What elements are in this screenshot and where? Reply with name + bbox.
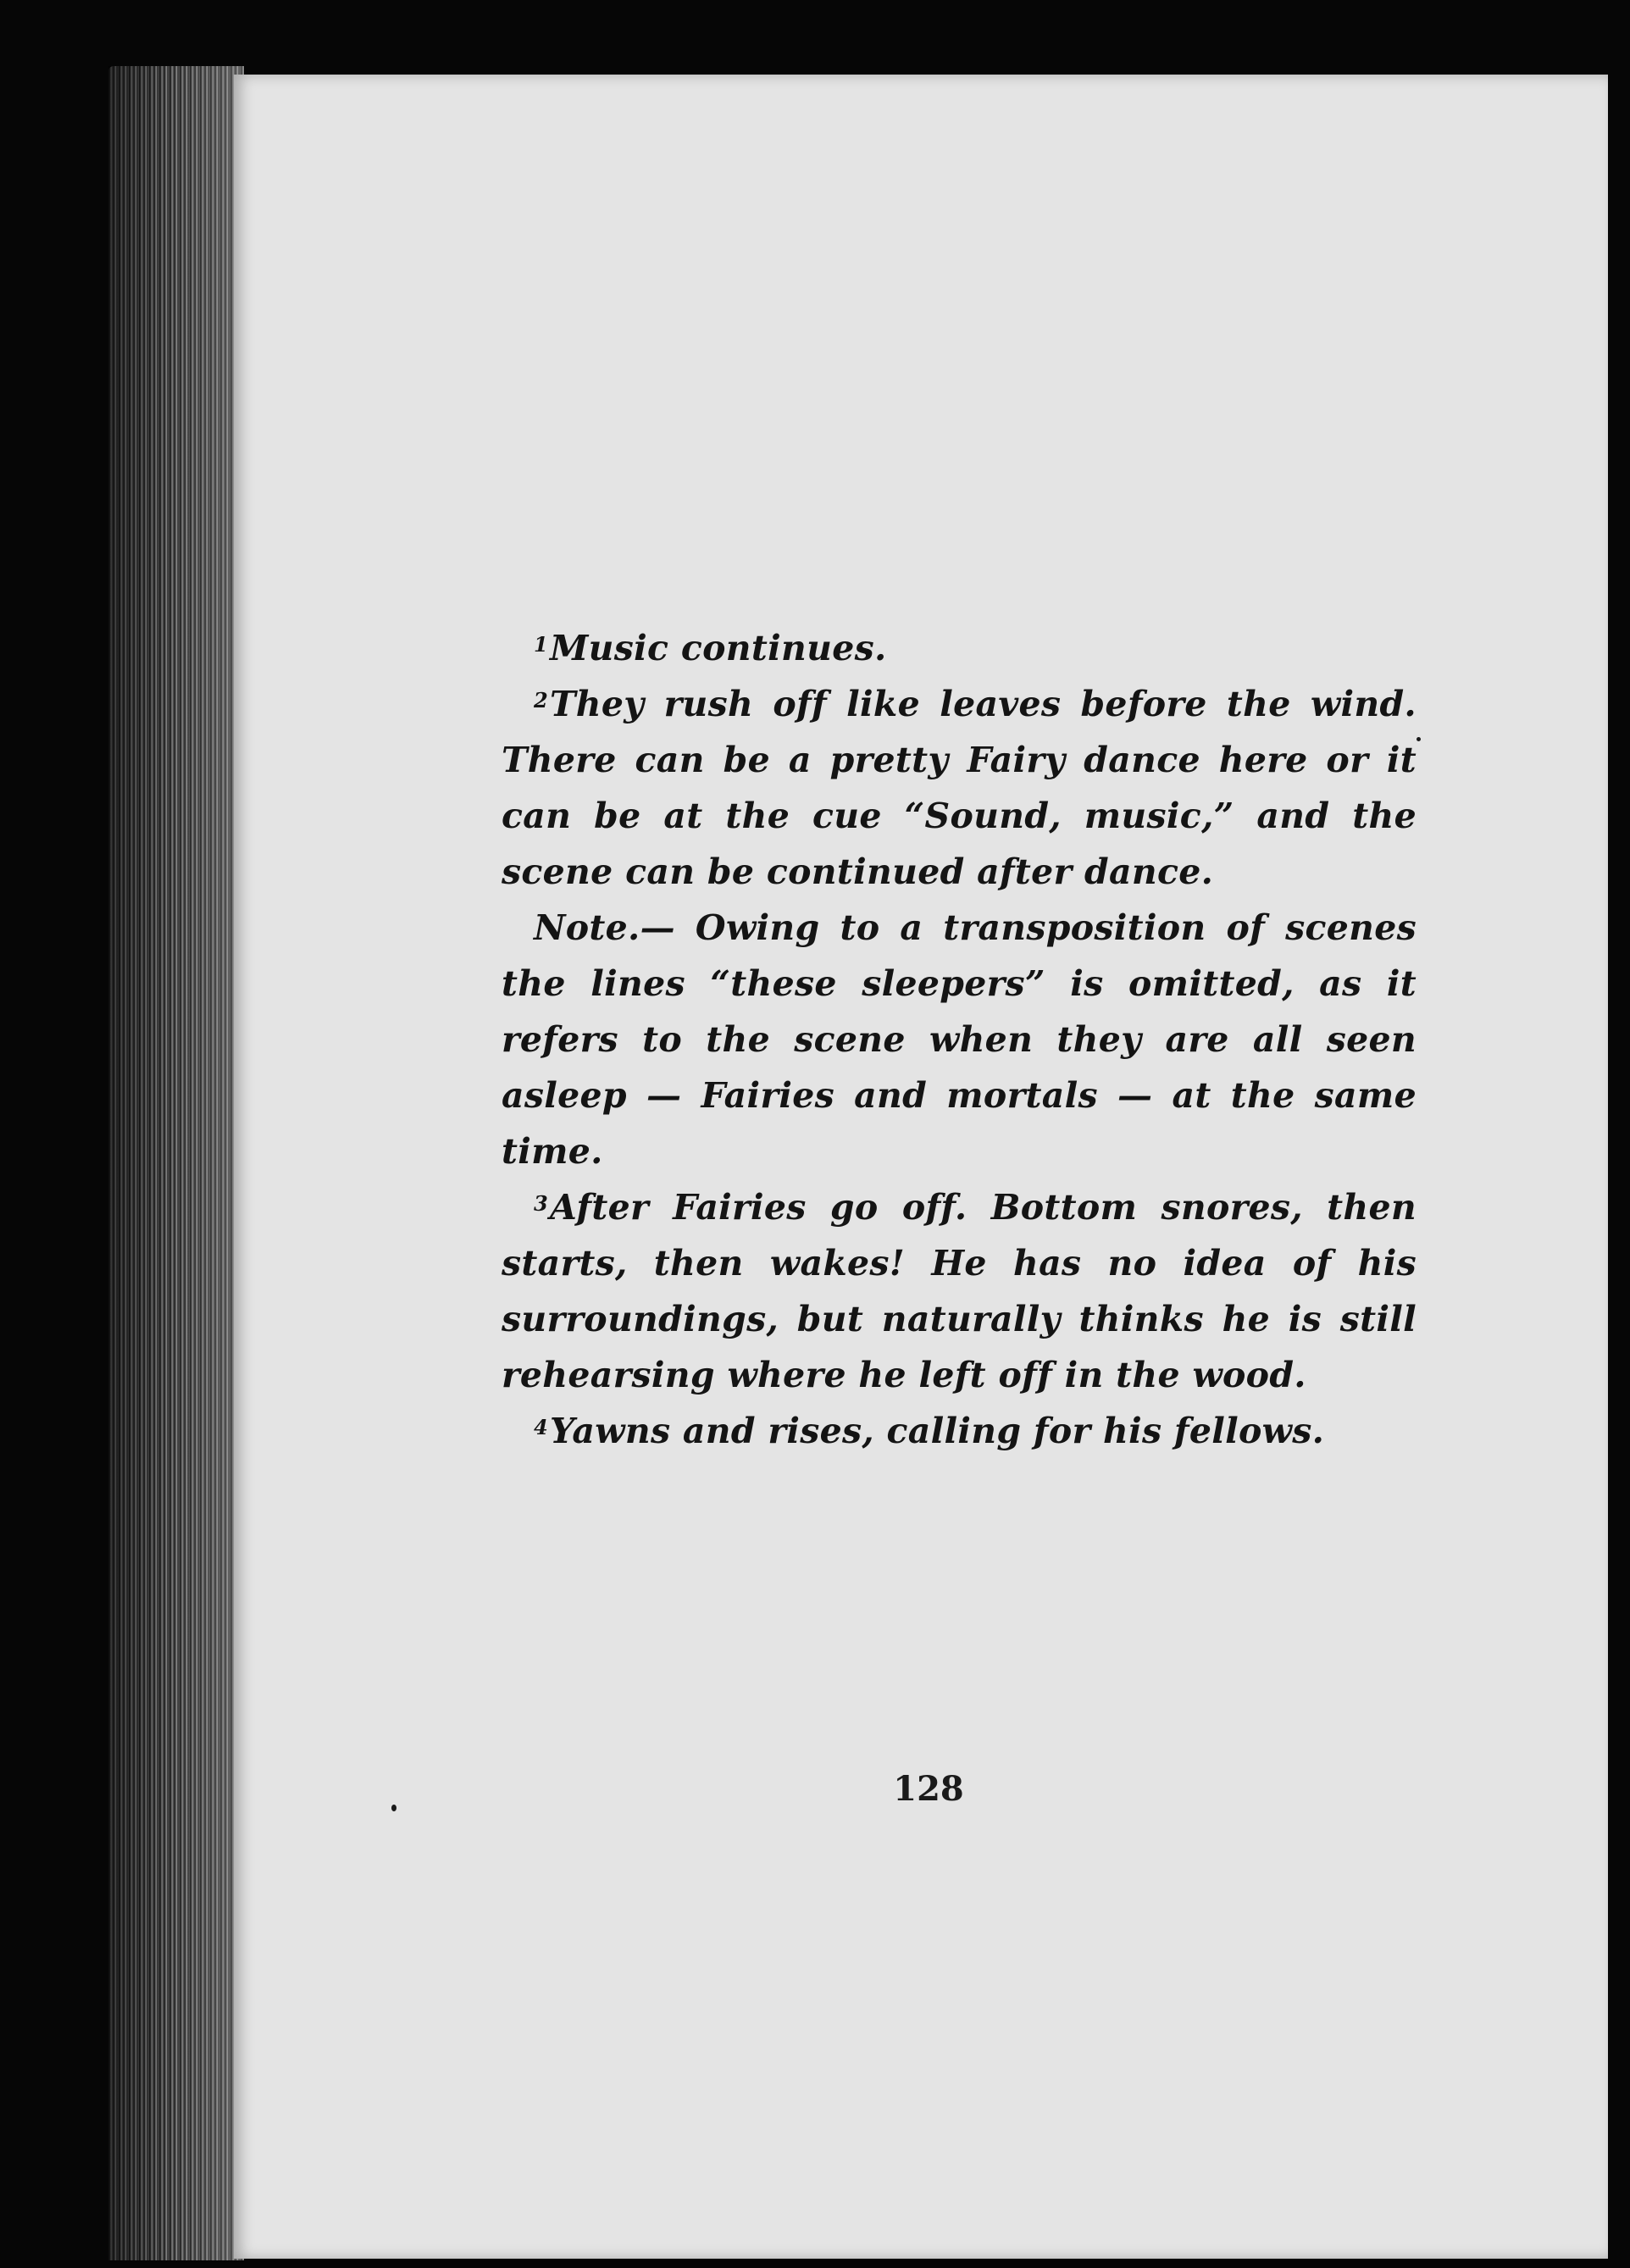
note-transposition <box>502 900 1417 1179</box>
note-4 <box>502 1403 1417 1459</box>
note-text: Yawns and rises, calling for his fellows. <box>550 1411 1325 1451</box>
scan-speck <box>1417 737 1421 741</box>
scan-speck <box>391 1805 396 1811</box>
note-text: Note.— Owing to a transposition of scenes the lines “these sleepers” is omitted, as it refers to the scene when they are all seen asleep — Fairies and mortals — at the same time. <box>502 907 1417 1172</box>
note-text: Music continues. <box>550 628 887 668</box>
page-number: 128 <box>893 1769 964 1809</box>
note-text: They rush off like leaves before the wind. There can be a pretty Fairy dance here or it can be at the cue “Sound, music,” and the scene can be continued after dance. <box>502 684 1417 892</box>
note-marker: 1 <box>534 632 548 657</box>
note-marker: 2 <box>534 688 548 713</box>
note-1 <box>502 620 1417 676</box>
book-page <box>234 75 1608 2259</box>
note-text: After Fairies go off. Bottom snores, then starts, then wakes! He has no idea of his surroundings, but naturally thinks he is still rehearsing where he left off in the wood. <box>502 1187 1417 1395</box>
note-marker: 4 <box>534 1415 548 1439</box>
note-marker: 3 <box>534 1191 548 1216</box>
book-page-edges-shade <box>108 66 244 2260</box>
stage-notes <box>502 620 1417 1459</box>
note-3 <box>502 1179 1417 1403</box>
note-2 <box>502 676 1417 900</box>
